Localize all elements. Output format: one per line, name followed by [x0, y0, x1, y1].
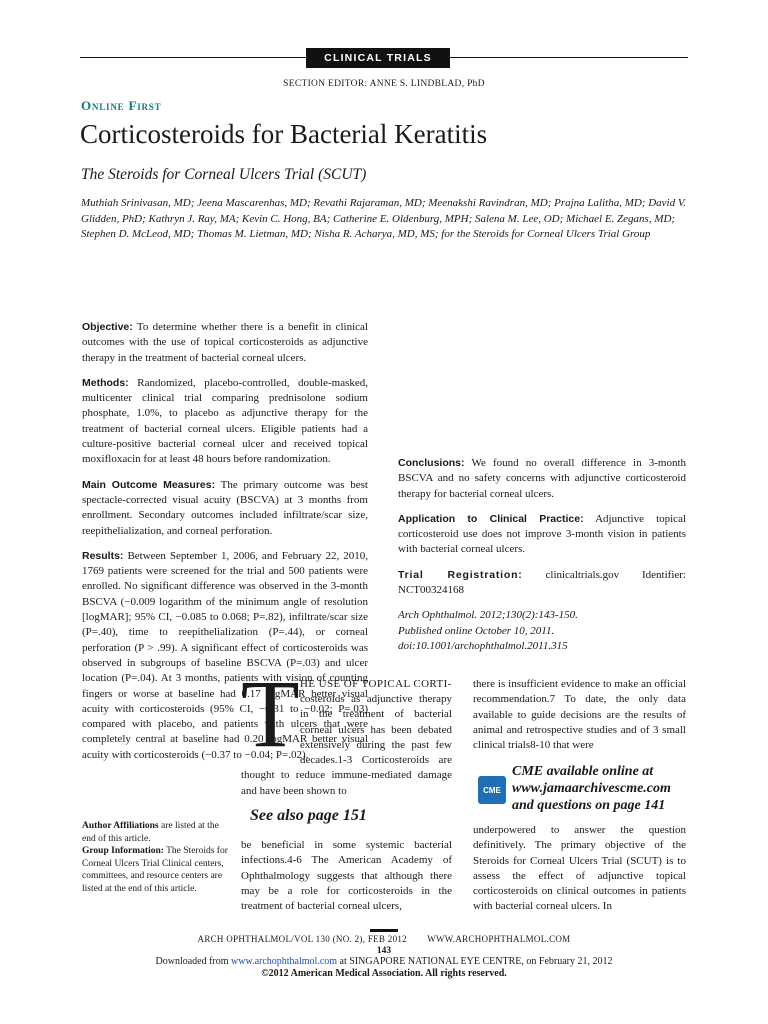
registration-label: Trial Registration:: [398, 568, 523, 581]
article-subtitle: The Steroids for Corneal Ulcers Trial (SCUT): [81, 166, 367, 183]
outcome-label: Main Outcome Measures:: [82, 478, 216, 491]
objective-label: Objective:: [82, 321, 133, 333]
article-title: Corticosteroids for Bacterial Keratitis: [80, 119, 488, 149]
results-paragraph: [82, 549, 368, 761]
section-tag: CLINICAL TRIALS: [306, 48, 450, 68]
conclusions-paragraph: Conclusions: We found no overall difference in 3-month BSCVA and no safety concerns with adjunctive corticosteroid therapy for bacterial corneal ulcers.: [398, 457, 686, 500]
results-label: Results:: [82, 549, 124, 562]
see-also-callout: See also page 151: [250, 807, 367, 824]
body-lead: [300, 677, 452, 692]
application-paragraph: Application to Clinical Practice: Adjunctive topical corticosteroid use does not improve 3-month vision in patients with bacterial corneal ulcers.: [398, 512, 687, 556]
download-note: Downloaded from www.archophthalmol.com at SINGAPORE NATIONAL EYE CENTRE, on February 21, 2012: [155, 956, 613, 967]
body-col1-top: costeroids as adjunctive therapy in the treatment of bacterial corneal ulcers has been debated extensively during the past few decades.1-3 Corticosteroids are thought to reduce immune-mediated damage and have been shown to: [241, 693, 452, 797]
objective-paragraph: Objective: To determine whether there is a benefit in clinical outcomes with the use of topical corticosteroids as adjunctive therapy in the treatment of bacterial corneal ulcers.: [82, 321, 368, 364]
journal-footer: ARCH OPHTHALMOL/VOL 130 (NO. 2), FEB 2012 WWW.ARCHOPHTHALMOL.COM: [197, 934, 571, 944]
body-col1-bottom: be beneficial in some systemic bacterial infections.4-6 The American Academy of Ophthalmology suggests that although there may be a role for corticosteroids in the treatment of bacterial corneal ulcers,: [241, 839, 452, 913]
methods-label: Methods:: [82, 376, 129, 389]
footer-mark: [370, 929, 398, 932]
registration-paragraph: Trial Registration: clinicaltrials.gov Identifier: NCT00324168: [398, 568, 686, 597]
citation-doi: doi:10.1001/archophthalmol.2011.315: [398, 639, 568, 652]
page-number: 143: [376, 946, 392, 956]
citation-journal: Arch Ophthalmol. 2012;130(2):143-150.: [398, 609, 578, 622]
citation-published: Published online October 10, 2011.: [398, 624, 555, 637]
abstract-left-column: [82, 320, 369, 761]
affiliations-note: Author Affiliations are listed at the end of this article. Group Information: The Steroids for Corneal Ulcers Trial Clinical centers, committees, and resource centers are listed at the end of this article.: [82, 821, 228, 894]
cme-badge-icon: CME: [478, 776, 506, 804]
section-editor: SECTION EDITOR: ANNE S. LINDBLAD, PhD: [283, 79, 485, 89]
methods-paragraph: Methods: Randomized, placebo-controlled, double-masked, multicenter clinical trial comparing prednisolone sodium phosphate, 1.0%, to placebo as adjunctive therapy for the treatment of bacterial corneal ulcers. Eligible patients had a culture-positive bacterial corneal ulcer and received topical moxifloxacin for at least 48 hours before randomization.: [82, 376, 369, 466]
outcome-paragraph: Main Outcome Measures: The primary outcome was best spectacle-corrected visual acuity (BSCVA) at 3 months from enrollment. Secondary outcomes included infiltrate/scar size, reepithelialization, and corneal perforation.: [82, 478, 368, 537]
body-col2-bottom: underpowered to answer the question definitively. The primary objective of the Steroids for Corneal Ulcers Trial (SCUT) is to assess the effect of adjunctive topical corticosteroids on clinical outcomes in patients with bacterial corneal ulcers. In: [473, 824, 686, 913]
journal-link[interactable]: www.archophthalmol.com: [231, 956, 338, 967]
cme-callout: CME available online at www.jamaarchivescme.com and questions on page 141: [512, 764, 671, 813]
application-label: Application to Clinical Practice:: [398, 512, 584, 525]
drop-cap: T: [241, 660, 300, 767]
author-list: Muthiah Srinivasan, MD; Jeena Mascarenhas, MD; Revathi Rajaraman, MD; Meenakshi Ravindran, MD; Prajna Lalitha, MD; David V. Glidden, PhD; Kathryn J. Ray, MA; Kevin C. Hong, BA; Catherine E. Oldenburg, MPH; Salena M. Lee, OD; Michael E. Zegans, MD; Stephen D. McLeod, MD; Thomas M. Lietman, MD; Nisha R. Acharya, MD, MS; for the Steroids for Corneal Ulcers Trial Group: [81, 197, 686, 240]
abstract-right-column: [398, 320, 686, 654]
conclusions-label: Conclusions:: [398, 457, 465, 469]
online-first-label: Online First: [81, 98, 162, 113]
lead-caps: HE USE OF TOPICAL CORTI-: [300, 678, 452, 690]
results-text: Between September 1, 2006, and February 22, 2010, 1769 patients were screened for the trial and 500 patients were enrolled. No significant difference was observed in the 3-month BSCVA (−0.009 logarithm of the minimum angle of resolution [logMAR]; 95% CI, −0.085 to 0.068; P=.82), infiltrate/scar size (P=.40), time to reepithelialization (P=.44), or corneal perforation (P > .99). A significant effect of corticosteroids was observed in subgroups of baseline BSCVA (P=.03) and ulcer location (P=.04). At 3 months, patients with vision of counting fingers or worse at baseline had 0.17 logMAR better visual acuity with corticosteroids (95% CI, −0.31 to −0.02; P=.03) compared with placebo, and patients with ulcers that were completely central at baseline had 0.20 logMAR better visual acuity with corticosteroids (−0.37 to −0.04; P=.02).: [82, 549, 368, 761]
body-col2-top: there is insufficient evidence to make an official recommendation.7 To date, the only data available to guide decisions are the results of animal and retrospective studies and of 3 small clinical trials8-10 that were: [473, 678, 686, 752]
copyright-notice: ©2012 American Medical Association. All rights reserved.: [261, 968, 507, 979]
